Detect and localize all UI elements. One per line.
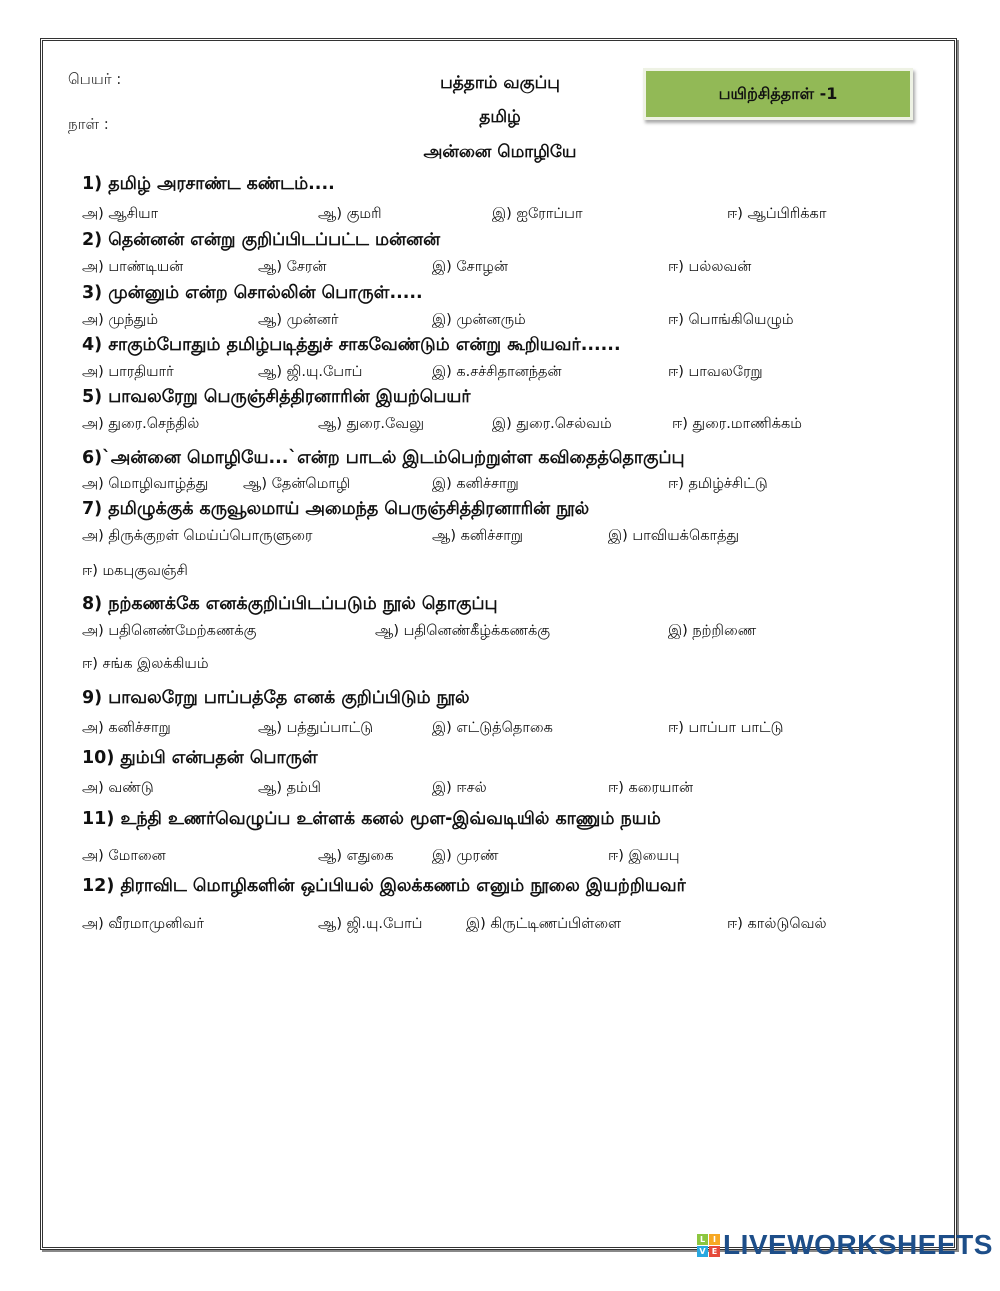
question-9-option-4[interactable]: ஈ) பாப்பா பாட்டு — [668, 720, 784, 736]
liveworksheets-logo — [697, 1229, 993, 1261]
question-12-option-2[interactable]: ஆ) ஜி.யு.போப் — [318, 916, 423, 932]
question-4-option-4[interactable]: ஈ) பாவலரேறு — [668, 364, 763, 380]
question-2-option-1[interactable]: அ) பாண்டியன் — [82, 259, 184, 275]
question-1-option-3[interactable]: இ) ஐரோப்பா — [492, 206, 583, 222]
question-6-option-3[interactable]: இ) கனிச்சாறு — [432, 476, 519, 492]
question-11-option-3[interactable]: இ) முரண் — [432, 848, 499, 864]
question-4-option-1[interactable]: அ) பாரதியார் — [82, 364, 174, 380]
question-9-option-3[interactable]: இ) எட்டுத்தொகை — [432, 720, 553, 736]
question-10-option-3[interactable]: இ) ஈசல் — [432, 780, 487, 796]
question-5-option-3[interactable]: இ) துரை.செல்வம் — [492, 416, 612, 432]
question-11-option-4[interactable]: ஈ) இயைபு — [608, 848, 680, 864]
logo-text: LIVEWORKSHEETS — [723, 1229, 993, 1260]
question-7-option-4[interactable]: ஈ) மகபுகுவஞ்சி — [82, 563, 188, 579]
worksheet-badge-label: பயிற்சித்தாள் -1 — [718, 83, 838, 103]
question-3: 3) முன்னும் என்ற சொல்லின் பொருள்..... — [82, 283, 423, 303]
question-3-option-1[interactable]: அ) முந்தும் — [82, 312, 159, 328]
name-label: பெயர் : — [68, 70, 122, 88]
question-9-option-1[interactable]: அ) கனிச்சாறு — [82, 720, 171, 736]
question-2-option-2[interactable]: ஆ) சேரன் — [258, 259, 327, 275]
question-1: 1) தமிழ் அரசாண்ட கண்டம்.... — [82, 174, 335, 194]
question-1-option-4[interactable]: ஈ) ஆப்பிரிக்கா — [727, 206, 827, 222]
question-12-option-4[interactable]: ஈ) கால்டுவெல் — [727, 916, 827, 932]
logo-mark-icon: L I V E — [697, 1234, 720, 1257]
question-7-option-3[interactable]: இ) பாவியக்கொத்து — [608, 528, 740, 544]
question-12: 12) திராவிட மொழிகளின் ஒப்பியல் இலக்கணம் எனும் நூலை இயற்றியவர் — [82, 876, 686, 896]
question-3-option-3[interactable]: இ) முன்னரும் — [432, 312, 526, 328]
question-8-option-3[interactable]: இ) நற்றிணை — [668, 623, 757, 639]
question-8: 8) நற்கணக்கே எனக்குறிப்பிடப்படும் நூல் தொகுப்பு — [82, 594, 498, 614]
question-3-option-2[interactable]: ஆ) முன்னர் — [258, 312, 339, 328]
question-4-option-3[interactable]: இ) க.சச்சிதானந்தன் — [432, 364, 562, 380]
question-10: 10) தும்பி என்பதன் பொருள் — [82, 748, 318, 768]
question-8-option-2[interactable]: ஆ) பதினெண்கீழ்க்கணக்கு — [375, 623, 551, 639]
question-8-option-1[interactable]: அ) பதினெண்மேற்கணக்கு — [82, 623, 257, 639]
question-12-option-3[interactable]: இ) கிருட்டிணப்பிள்ளை — [466, 916, 622, 932]
question-10-option-4[interactable]: ஈ) கரையான் — [608, 780, 694, 796]
question-10-option-2[interactable]: ஆ) தம்பி — [258, 780, 321, 796]
grade-title: பத்தாம் வகுப்பு — [440, 73, 560, 93]
question-10-option-1[interactable]: அ) வண்டு — [82, 780, 154, 796]
question-7: 7) தமிழுக்குக் கருவூலமாய் அமைந்த பெருஞ்சித்திரனாரின் நூல் — [82, 499, 590, 519]
question-2: 2) தென்னன் என்று குறிப்பிடப்பட்ட மன்னன் — [82, 230, 441, 250]
question-6-option-1[interactable]: அ) மொழிவாழ்த்து — [82, 476, 209, 492]
question-1-option-2[interactable]: ஆ) குமரி — [318, 206, 382, 222]
question-9-option-2[interactable]: ஆ) பத்துப்பாட்டு — [258, 720, 374, 736]
question-6: 6)`அன்னை மொழியே...`என்ற பாடல் இடம்பெற்றுள்ள கவிதைத்தொகுப்பு — [82, 448, 685, 468]
question-9: 9) பாவலரேறு பாப்பத்தே எனக் குறிப்பிடும் நூல் — [82, 688, 470, 708]
question-7-option-1[interactable]: அ) திருக்குறள் மெய்ப்பொருளுரை — [82, 528, 313, 544]
question-12-option-1[interactable]: அ) வீரமாமுனிவர் — [82, 916, 204, 932]
question-5-option-1[interactable]: அ) துரை.செந்தில் — [82, 416, 200, 432]
question-5: 5) பாவலரேறு பெருஞ்சித்திரனாரின் இயற்பெயர் — [82, 387, 471, 407]
question-5-option-2[interactable]: ஆ) துரை.வேலு — [318, 416, 425, 432]
subject-title: தமிழ் — [479, 107, 521, 127]
lesson-title: அன்னை மொழியே — [423, 142, 577, 162]
question-2-option-3[interactable]: இ) சோழன் — [432, 259, 508, 275]
question-11-option-2[interactable]: ஆ) எதுகை — [318, 848, 394, 864]
worksheet-badge — [643, 68, 913, 120]
question-1-option-1[interactable]: அ) ஆசியா — [82, 206, 159, 222]
question-3-option-4[interactable]: ஈ) பொங்கியெழும் — [668, 312, 794, 328]
date-label: நாள் : — [68, 115, 109, 133]
question-4-option-2[interactable]: ஆ) ஜி.யு.போப் — [258, 364, 363, 380]
question-11: 11) உந்தி உணர்வெழுப்ப உள்ளக் கனல் மூள-இவ்வடியில் காணும் நயம் — [82, 809, 661, 829]
question-4: 4) சாகும்போதும் தமிழ்படித்துச் சாகவேண்டும் என்று கூறியவர்...... — [82, 335, 621, 355]
question-2-option-4[interactable]: ஈ) பல்லவன் — [668, 259, 752, 275]
question-6-option-4[interactable]: ஈ) தமிழ்ச்சிட்டு — [668, 476, 768, 492]
question-5-option-4[interactable]: ஈ) துரை.மாணிக்கம் — [672, 416, 802, 432]
question-11-option-1[interactable]: அ) மோனை — [82, 848, 166, 864]
question-7-option-2[interactable]: ஆ) கனிச்சாறு — [432, 528, 523, 544]
question-6-option-2[interactable]: ஆ) தேன்மொழி — [243, 476, 351, 492]
question-8-option-4[interactable]: ஈ) சங்க இலக்கியம் — [82, 656, 209, 672]
